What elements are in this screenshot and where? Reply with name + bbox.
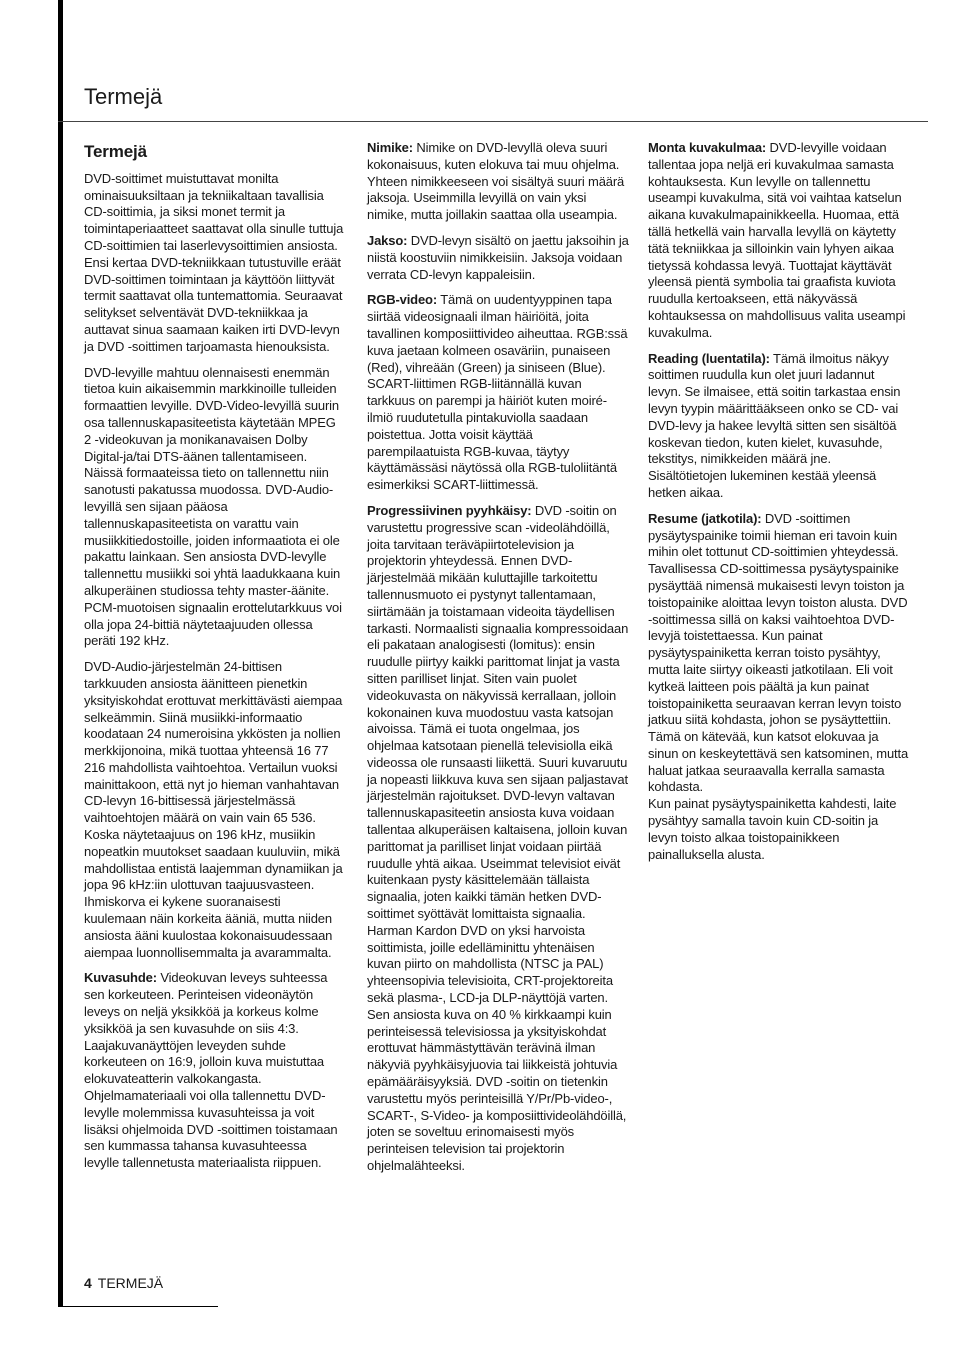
resume-continued-paragraph: Kun painat pysäytyspainiketta kahdesti, laite pysähtyy samalla tavoin kuin CD-soitin ja levyn toisto alkaa toistopainikkeen painalluksella alusta.	[648, 796, 897, 862]
term-text: DVD-levyille voidaan tallentaa jopa neljä eri kuvakulmaa samasta kohtauksesta. Kun levylle on tallennettu useampi kuvakulma, sitä voi vaihtaa katselun aikana kuvakulmapainikkeella. Huomaa, että tällä hetkellä vain harvalla levyllä on käytetty tätä tekniikkaa ja silloinkin vain lyhyen aikaa tietyssä kohdassa levyä. Tuottajat käyttävät yleensä pientä symbolia tai graafista kuviota ruudulla kertoakseen, että näkyvässä kohtauksessa on mahdollisuus valita useampi kuvakulma.	[648, 140, 906, 340]
term-resume	[648, 511, 910, 797]
section-heading: Termejä	[84, 142, 147, 161]
footer-rule	[58, 1306, 218, 1307]
term-label: Resume (jatkotila):	[648, 510, 762, 526]
term-rgb-video	[367, 292, 629, 494]
term-label: Reading (luentatila):	[648, 350, 770, 366]
term-chapter	[367, 233, 629, 283]
term-text: DVD -soitin on varustettu progressive scan -videolähdöillä, joita tarvitaan teräväpiirtotelevision ja projektorin yhteydessä. Ennen DVD-järjestelmää mikään kuluttajille tarkoitettu tallennusmuoto ei pystynyt tallentamaan, siirtämään ja toistamaan videoita täydellisen tarkasti. Normaalisti signaalia kompressoidaan eli pakataan analogisesti (lomitus): ensin ruudulle piirtyy kaikki parittomat linjat ja vasta sitten parilliset linjat. Siten vain puolet videokuvasta on näkyvissä kerrallaan, jolloin kokonainen kuva muodostuu vasta katsojan aivoissa. Tämä ei tuota ongelmaa, jos ohjelmaa katsotaan pienellä televisiolla eikä videossa ole runsaasti liikettä. Suuri kuvaruutu ja nopeasti liikkuva kuva sen sijaan paljastavat järjestelmän rajoitukset. DVD-levyn valtavan tallennuskapasiteetin ansiosta kuva voidaan tallentaa alkuperäisen kaltaisena, jolloin kuvan parittomat ja parilliset linjat voidaan piirtää ruudulle yhtä aikaa. Useimmat televisiot eivät kuitenkaan pysty käsittelemään tällaista signaalia, joten kaikki tämän hetken DVD-soittimet syöttävät lomittaista signaalia. Harman Kardon DVD on yksi harvoista soittimista, joille edelläminittu yhtenäisen kuvan piirto on mahdollista (NTSC ja PAL) yhteensopivia televisioita, CRT-projektoreita sekä plasma-, LCD-ja DLP-näyttöjä varten. Sen ansiosta kuva on 40 % kirkkaampi kuin perinteisessä televisiossa ja yksityiskohdat erottuvat hämmästyttävän terävinä ilman näkyviä pyyhkäisyjuovia tai liikkeistä johtuvia epämääräisyyksiä. DVD -soitin on tietenkin varustettu myös perinteisillä Y/Pr/Pb-video-, SCART-, S-Video- ja komposiittivideolähdöillä, joten se soveltuu erinomaisesti myös perinteisen television tai projektorin ohjelmalähteeksi.	[367, 502, 629, 1174]
dvd-audio-paragraph: DVD-Audio-järjestelmän 24-bittisen tarkkuuden ansiosta äänitteen pienetkin yksityiskohdat erottuvat merkittävästi aiempaa selkeämmin. Siinä musiikki-informaatio koodataan 24 numeroisina ykkösten ja nollien merkkijonoina, mikä tuottaa yhteensä 16 77 216 mahdollista vaihtoehtoa. Vertailun vuoksi mainittakoon, että nyt jo hieman vanhahtavan CD-levyn 16-bittisessä järjestelmässä vaihtoehtojen määrä on vain vain 65 536. Koska näytetaajuus on 196 kHz, musiikin nopeatkin muutokset saadaan kuuluviin, mikä mahdollistaa entistä laajemman dynamiikan ja jopa 96 kHz:iin ulottuvan taajuusvasteen. Ihmiskorva ei kykene suoranaisesti kuulemaan näin korkeita ääniä, mutta niiden ansiosta ääni kuulostaa kokonaisuudessaan aiempaa luonnollisemmalta ja avarammalta.	[84, 659, 343, 960]
dvd-capacity-paragraph: DVD-levyille mahtuu olennaisesti enemmän tietoa kuin aikaisemmin markkinoille tulleiden formaattien levyille. DVD-Video-levyillä suurin osa tallennuskapasiteetista käytetään MPEG 2 -videokuvan ja monikanavaisen Dolby Digital-ja/tai DTS-äänen tallentamiseen. Näissä formaateissa tieto on tallennettu niin sanotusti pakatussa muodossa. DVD-Audio-levyillä sen sijaan pääosa tallennuskapasiteetista on varattu vain musiikkitiedostoille, joiden informaatiota ei ole pakattu lainkaan. Sen ansiosta DVD-levylle tallennettu musiikki soi yhtä laadukkaana kuin alkuperäinen studiossa tehty master-äänite. PCM-muotoisen signaalin erottelutarkkuus voi olla jopa 24-bittiä näytetaajuuden ollessa peräti 192 kHz.	[84, 364, 342, 649]
term-text: Tämä ilmoitus näkyy soittimen ruudulla kun olet juuri ladannut levyn. Se ilmaisee, että soitin tarkastaa ensin levyn tyypin määrittääkseen onko se CD- vai DVD-levy ja hakee levyltä sitten sen sisältöä koskevan tiedon, kuten kielet, kuvasuhde, tekstitys, nimikkeiden määrä jne. Sisältötietojen lukeminen kestää yleensä hetken aikaa.	[648, 350, 901, 500]
page-number: 4	[84, 1275, 92, 1291]
column-3	[648, 140, 910, 872]
term-label: RGB-video:	[367, 292, 438, 308]
footer-label: TERMEJÄ	[97, 1275, 164, 1291]
page-title: Termejä	[84, 84, 163, 109]
term-progressive-scan	[367, 503, 629, 1175]
term-text: DVD-levyn sisältö on jaettu jaksoihin ja niistä koostuviin nimikkeisiin. Jaksoja voidaan verrata CD-levyn kappaleisiin.	[367, 232, 629, 282]
term-text: Tämä on uudentyyppinen tapa siirtää videosignaali ilman häiriöitä, joita tavallinen komposiittivideo aiheuttaa. RGB:ssä kuva jaetaan kolmeen osaväriin, punaiseen (Red), vihreään (Green) ja siniseen (Blue). SCART-liittimen RGB-liitännällä kuvan tarkkuus on parempi ja häiriöt kuten moiré-ilmiö ruudutetulla pintakuviolla saadaan poistettua. Jotta voisit käyttää parempilaatuista RGB-kuvaa, täytyy käyttämässäsi näytössä olla RGB-tuloliitäntä esimerkiksi SCART-liittimessä.	[367, 292, 628, 493]
page-footer	[84, 1275, 163, 1291]
term-reading	[648, 351, 910, 502]
header-rule	[58, 121, 928, 122]
left-margin-bar	[58, 0, 63, 1306]
term-label: Monta kuvakulmaa:	[648, 140, 767, 155]
column-1	[84, 144, 344, 1181]
term-text: Videokuvan leveys suhteessa sen korkeuteen. Perinteisen videonäytön leveys on neljä yksikköä ja korkeus kolme yksikköä ja sen kuvasuhde on siis 4:3. Laajakuvanäyttöjen leveyden suhde korkeuteen on 16:9, jolloin kuva muistuttaa elokuvateatterin valkokangasta. Ohjelmamateriaali voi olla tallennettu DVD-levylle molemmissa kuvasuhteissa ja voit lisäksi ohjelmoida DVD -soittimen toistamaan sen kummassa tahansa kuvasuhteessa levylle tallennetusta materiaalista riippuen.	[84, 970, 338, 1171]
term-title	[367, 140, 629, 224]
term-aspect-ratio	[84, 970, 344, 1172]
term-label: Kuvasuhde:	[84, 970, 157, 986]
term-label: Jakso:	[367, 232, 408, 248]
term-text: DVD -soittimen pysäytyspainike toimii hieman eri tavoin kuin mihin olet tottunut CD-soittimien yhteydessä. Tavallisessa CD-soittimessa pysäytyspainike pysäyttää nimensä mukaisesti levyn toiston ja toistopainike aloittaa levyn toiston alusta. DVD -soittimessa sillä on kaksi vaihtoehtoa DVD-levyjä toistettaessa. Kun painat pysäytyspainiketta kerran toisto pysähtyy, mutta laite siirtyy oikeasti jatkotilaan. Eli voit kytkeä laitteen pois päältä ja kun painat toistopainiketta seuraavan kerran levyn toisto jatkuu siitä kohdasta, johon se pysäyttettiin. Tämä on kätevää, kun katsot elokuvaa ja sinun on keskeytettävä sen katsominen, mutta haluat jatkaa seuraavalla kerralla samasta kohdasta.	[648, 510, 909, 795]
column-2	[367, 140, 629, 1184]
term-label: Progressiivinen pyyhkäisy:	[367, 502, 532, 518]
term-label: Nimike:	[367, 140, 413, 155]
term-text: Nimike on DVD-levyllä oleva suuri kokonaisuus, kuten elokuva tai muu ohjelma. Yhteen nimikkeeseen voi sisältyä suuri määrä jaksoja. Useimmilla levyillä on vain yksi nimike, mutta joillakin saattaa olla useampia.	[367, 140, 625, 223]
intro-paragraph: DVD-soittimet muistuttavat monilta ominaisuuksiltaan ja tekniikaltaan tavallisia CD-soittimia, ja siksi monet termit ja toimintaperiaatteet saattavat olla sinulle tuttuja CD-soittimien tai laserlevysoittimien ansiosta. Ensi kertaa DVD-tekniikkaan tutustuville eräät DVD-soittimen toimintaan ja käyttöön liittyvät termit saattavat olla tuntemattomia. Seuraavat selitykset selventävät DVD-tekniikkaa ja auttavat sinua saamaan kaiken irti DVD-levyn ja DVD -soittimen tarjoamasta hienouksista.	[84, 170, 344, 354]
term-multi-angle	[648, 140, 910, 342]
